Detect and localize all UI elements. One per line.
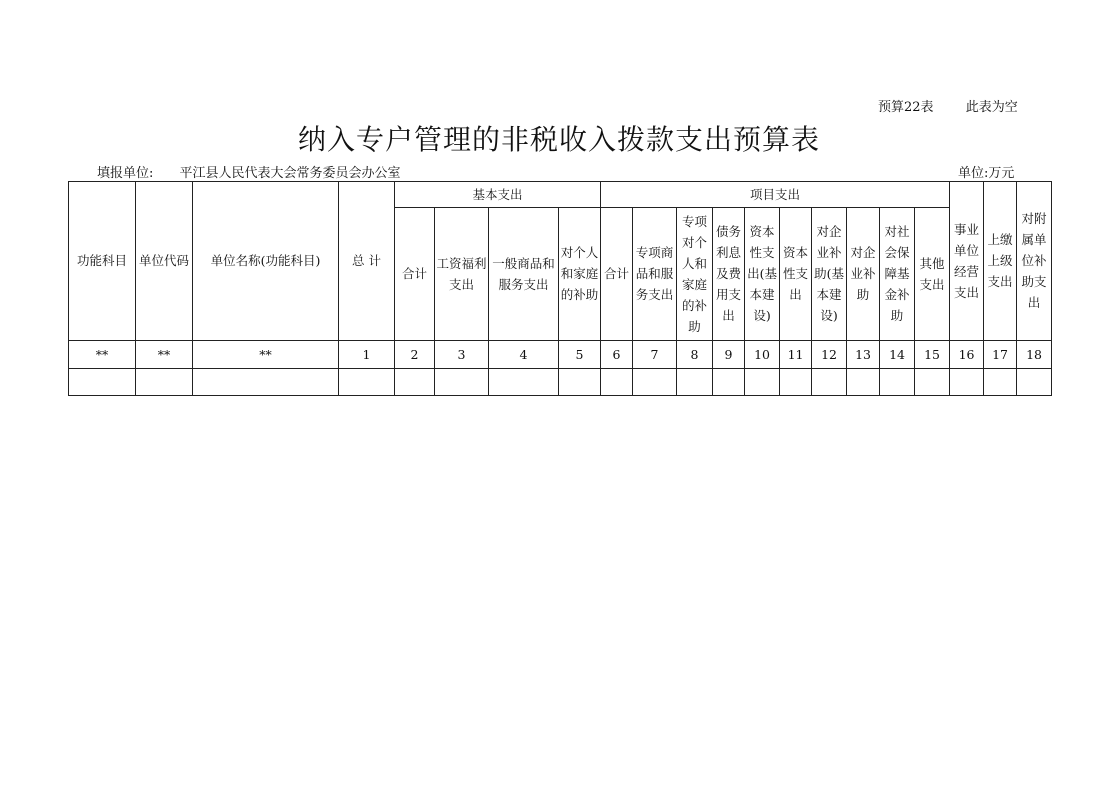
table-cell xyxy=(745,368,780,395)
header-subsidiary-subsidy: 对附属单位补助支出 xyxy=(1017,182,1052,341)
page-title: 纳入专户管理的非税收入拨款支出预算表 xyxy=(297,123,820,156)
header-basic-expenditure: 基本支出 xyxy=(395,182,601,208)
table-cell xyxy=(193,368,339,395)
header-basic-col: 对个人和家庭的补助 xyxy=(559,208,601,341)
header-row-groups xyxy=(69,182,1052,208)
table-cell xyxy=(489,368,559,395)
header-project-col: 合计 xyxy=(601,208,633,341)
table-cell xyxy=(395,368,435,395)
header-project-col: 资本性支出(基本建设) xyxy=(745,208,780,341)
header-total: 总 计 xyxy=(339,182,395,341)
header-unit-code: 单位代码 xyxy=(136,182,193,341)
table-row-index xyxy=(69,340,1052,368)
table-cell xyxy=(136,368,193,395)
header-project-col: 债务利息及费用支出 xyxy=(713,208,745,341)
table-cell: 10 xyxy=(745,340,780,368)
header-business-expenditure: 事业单位经营支出 xyxy=(950,182,984,341)
table-cell xyxy=(780,368,812,395)
table-cell xyxy=(880,368,915,395)
table-cell xyxy=(633,368,677,395)
header-project-col: 对企业补助(基本建设) xyxy=(812,208,847,341)
reporting-unit-label: 填报单位: xyxy=(97,166,154,181)
table-cell: ** xyxy=(193,340,339,368)
table-cell xyxy=(984,368,1017,395)
table-cell xyxy=(435,368,489,395)
reporting-unit xyxy=(97,162,401,181)
table-cell xyxy=(339,368,395,395)
header-upper-level-expenditure: 上缴上级支出 xyxy=(984,182,1017,341)
table-cell: 12 xyxy=(812,340,847,368)
table-row-empty xyxy=(69,368,1052,395)
header-function-subject: 功能科目 xyxy=(69,182,136,341)
table-cell: 13 xyxy=(847,340,880,368)
table-cell: 5 xyxy=(559,340,601,368)
money-unit: 单位:万元 xyxy=(958,166,1015,181)
table-number-note xyxy=(878,96,1018,115)
table-cell: 16 xyxy=(950,340,984,368)
table-cell: 7 xyxy=(633,340,677,368)
header-project-col: 专项对个人和家庭的补助 xyxy=(677,208,713,341)
header-project-col: 对社会保障基金补助 xyxy=(880,208,915,341)
table-number: 预算22表 xyxy=(878,100,934,115)
table-cell: 15 xyxy=(915,340,950,368)
table-cell: 2 xyxy=(395,340,435,368)
header-basic-col: 合计 xyxy=(395,208,435,341)
table-cell xyxy=(601,368,633,395)
table-cell: ** xyxy=(136,340,193,368)
table-cell xyxy=(713,368,745,395)
table-cell: 17 xyxy=(984,340,1017,368)
reporting-unit-name: 平江县人民代表大会常务委员会办公室 xyxy=(179,166,401,181)
table-cell: 11 xyxy=(780,340,812,368)
table-cell: 14 xyxy=(880,340,915,368)
table-cell xyxy=(1017,368,1052,395)
empty-table-note: 此表为空 xyxy=(965,100,1018,115)
table-cell: 3 xyxy=(435,340,489,368)
table-cell xyxy=(677,368,713,395)
table-cell xyxy=(812,368,847,395)
table-cell xyxy=(847,368,880,395)
header-project-col: 资本性支出 xyxy=(780,208,812,341)
header-project-col: 专项商品和服务支出 xyxy=(633,208,677,341)
table-cell: 4 xyxy=(489,340,559,368)
table-cell xyxy=(559,368,601,395)
header-unit-name: 单位名称(功能科目) xyxy=(193,182,339,341)
budget-table xyxy=(68,181,1052,396)
table-cell xyxy=(915,368,950,395)
table-cell: 6 xyxy=(601,340,633,368)
table-cell xyxy=(69,368,136,395)
table-cell: 9 xyxy=(713,340,745,368)
table-cell: 18 xyxy=(1017,340,1052,368)
header-project-col: 其他支出 xyxy=(915,208,950,341)
table-cell: ** xyxy=(69,340,136,368)
header-project-expenditure: 项目支出 xyxy=(601,182,950,208)
table-cell: 8 xyxy=(677,340,713,368)
table-cell xyxy=(950,368,984,395)
header-basic-col: 一般商品和服务支出 xyxy=(489,208,559,341)
header-basic-col: 工资福利支出 xyxy=(435,208,489,341)
table-cell: 1 xyxy=(339,340,395,368)
header-project-col: 对企业补助 xyxy=(847,208,880,341)
